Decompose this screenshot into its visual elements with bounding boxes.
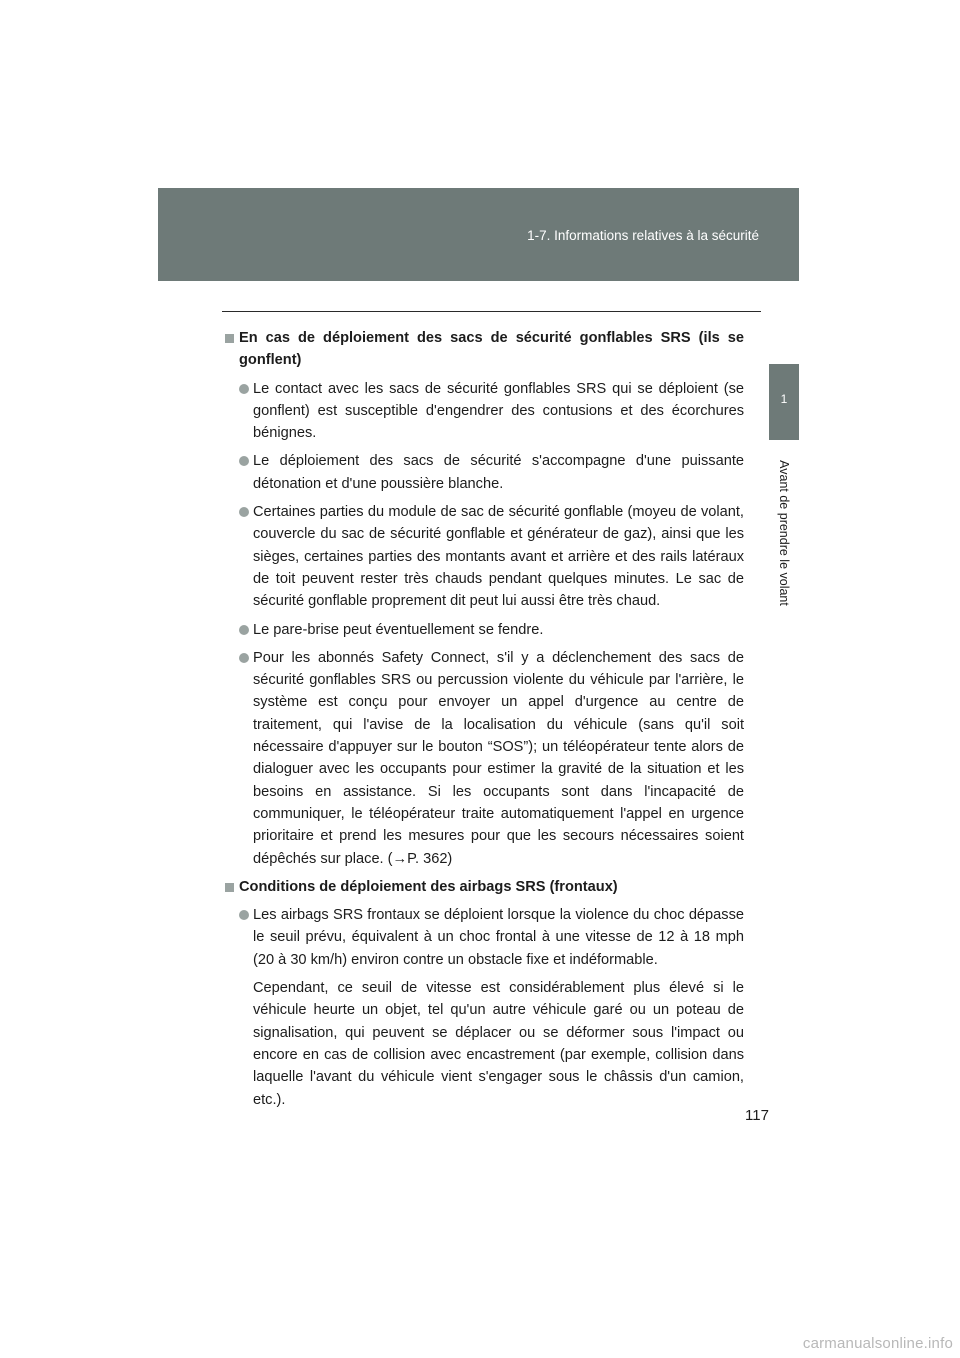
circle-bullet-icon: [239, 456, 249, 466]
section-heading: [222, 327, 744, 372]
bullet-text: Le contact avec les sacs de sécurité gonflables SRS qui se déploient (se gonflent) est susceptible d'engendrer des contusions et des écorchures bénignes.: [253, 380, 744, 442]
page-content: [222, 327, 744, 1117]
header-band: [158, 188, 799, 281]
square-bullet-icon: [225, 883, 234, 892]
chapter-tab: [769, 364, 799, 440]
circle-bullet-icon: [239, 910, 249, 920]
chapter-label: Avant de prendre le volant: [777, 460, 791, 606]
section-heading-text: En cas de déploiement des sacs de sécurité gonflables SRS (ils se gonflent): [239, 330, 744, 369]
bullet-text: Certaines parties du module de sac de sécurité gonflable (moyeu de volant, couvercle du sac de sécurité gonflable et générateur de gaz), ainsi que les sièges, certaines parties des montants avant et arrière et des rails latéraux de toit peuvent rester très chauds pendant quelques minutes. Le sac de sécurité gonflable proprement dit peut lui aussi être très chaud.: [253, 504, 744, 610]
square-bullet-icon: [225, 334, 234, 343]
body-paragraph: Cependant, ce seuil de vitesse est considérablement plus élevé si le véhicule heurte un objet, tel qu'un autre véhicule garé ou un poteau de signalisation, qui peuvent se déplacer ou se déformer sous l'impact ou encore en cas de collision avec encastrement (par exemple, collision dans laquelle l'avant du véhicule vient s'engager sous le châssis d'un camion, etc.).: [253, 980, 744, 1108]
circle-bullet-icon: [239, 653, 249, 663]
bullet-text: Le déploiement des sacs de sécurité s'accompagne d'une puissante détonation et d'une poussière blanche.: [253, 453, 744, 492]
watermark: carmanualsonline.info: [802, 1335, 953, 1352]
section-heading-text: Conditions de déploiement des airbags SRS (frontaux): [239, 878, 618, 895]
bullet-item: [222, 450, 744, 495]
bullet-text: Le pare-brise peut éventuellement se fendre.: [253, 621, 544, 638]
bullet-item: [222, 619, 744, 641]
bullet-text: Les airbags SRS frontaux se déploient lorsque la violence du choc dépasse le seuil prévu, équivalent à un choc frontal à une vitesse de 12 à 18 mph (20 à 30 km/h) environ contre un obstacle fixe et indéformable.: [253, 907, 744, 968]
section-title: 1-7. Informations relatives à la sécurité: [527, 228, 759, 243]
bullet-item: [222, 904, 744, 971]
bullet-text: Pour les abonnés Safety Connect, s'il y a déclenchement des sacs de sécurité gonflables SRS ou percussion violente du véhicule par l'arrière, le système est conçu pour envoyer un appel d'urgence au centre de traitement, qui l'avise de la localisation du véhicule (sans qu'il soit nécessaire d'appuyer sur le bouton “SOS”); un téléopérateur tente alors de dialoguer avec les occupants pour estimer la gravité de la situation et les besoins en assistance. Si les occupants sont dans l'incapacité de communiquer, le téléopérateur traite automatiquement l'appel en urgence prioritaire et prend les mesures pour que les secours nécessaires soient dépêchés sur place. (→P. 362): [253, 649, 744, 867]
section-heading: [222, 876, 744, 898]
bullet-item: [222, 378, 744, 445]
chapter-number: 1: [780, 392, 788, 406]
bullet-item: [222, 501, 744, 612]
circle-bullet-icon: [239, 507, 249, 517]
page-number: 117: [745, 1107, 769, 1124]
top-divider: [222, 311, 761, 312]
circle-bullet-icon: [239, 625, 249, 635]
bullet-item: [222, 647, 744, 870]
circle-bullet-icon: [239, 384, 249, 394]
